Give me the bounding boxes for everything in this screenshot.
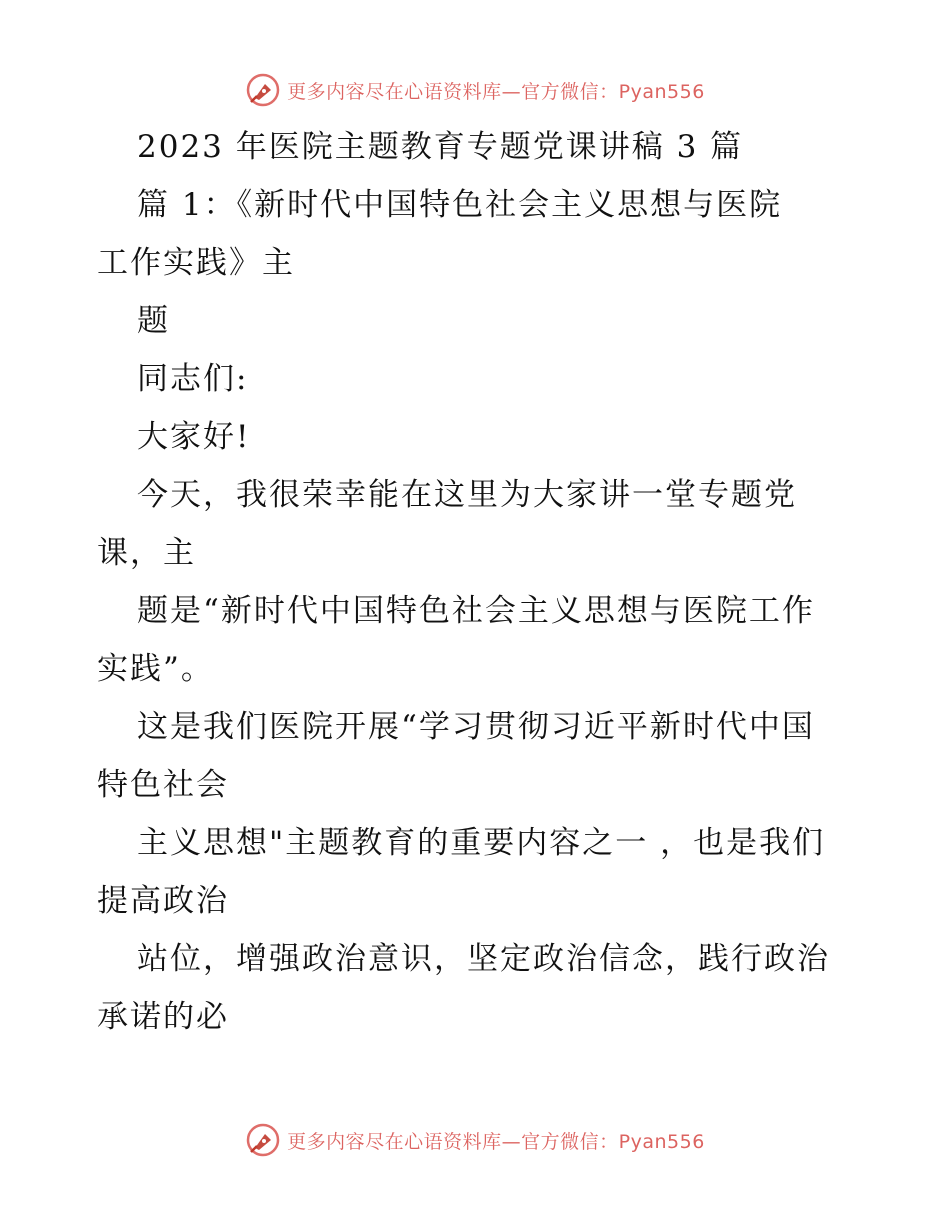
body-line: 实践”。 bbox=[97, 651, 214, 687]
body-line: 站位，增强政治意识，坚定政治信念，践行政治 bbox=[137, 941, 830, 977]
footer-watermark-text: 更多内容尽在心语资料库—官方微信：Pyan556 bbox=[287, 1130, 705, 1153]
body-line: 承诺的必 bbox=[97, 999, 229, 1035]
header-watermark bbox=[0, 68, 950, 112]
footer-watermark bbox=[0, 1118, 950, 1162]
salutation: 同志们: bbox=[137, 361, 249, 397]
section-heading: 篇 1：《新时代中国特色社会主义思想与医院 bbox=[137, 187, 783, 223]
body-line: 特色社会 bbox=[97, 767, 229, 803]
document-title: 2023 年医院主题教育专题党课讲稿 3 篇 bbox=[137, 129, 744, 165]
pen-nib-circle-icon bbox=[245, 72, 281, 108]
document-body bbox=[97, 118, 857, 1046]
pen-nib-circle-icon bbox=[245, 1122, 281, 1158]
body-line: 题 bbox=[137, 303, 170, 339]
greeting: 大家好! bbox=[137, 419, 251, 455]
body-line: 题是“新时代中国特色社会主义思想与医院工作 bbox=[137, 593, 815, 629]
body-line: 这是我们医院开展“学习贯彻习近平新时代中国 bbox=[137, 709, 815, 745]
body-line: 课，主 bbox=[97, 535, 196, 571]
body-line: 提高政治 bbox=[97, 883, 229, 919]
body-line: 今天，我很荣幸能在这里为大家讲一堂专题党 bbox=[137, 477, 797, 513]
body-line: 主义思想"主题教育的重要内容之一 ，也是我们 bbox=[137, 825, 826, 861]
section-heading-continued: 工作实践》主 bbox=[97, 245, 295, 281]
header-watermark-text: 更多内容尽在心语资料库—官方微信：Pyan556 bbox=[287, 80, 705, 103]
